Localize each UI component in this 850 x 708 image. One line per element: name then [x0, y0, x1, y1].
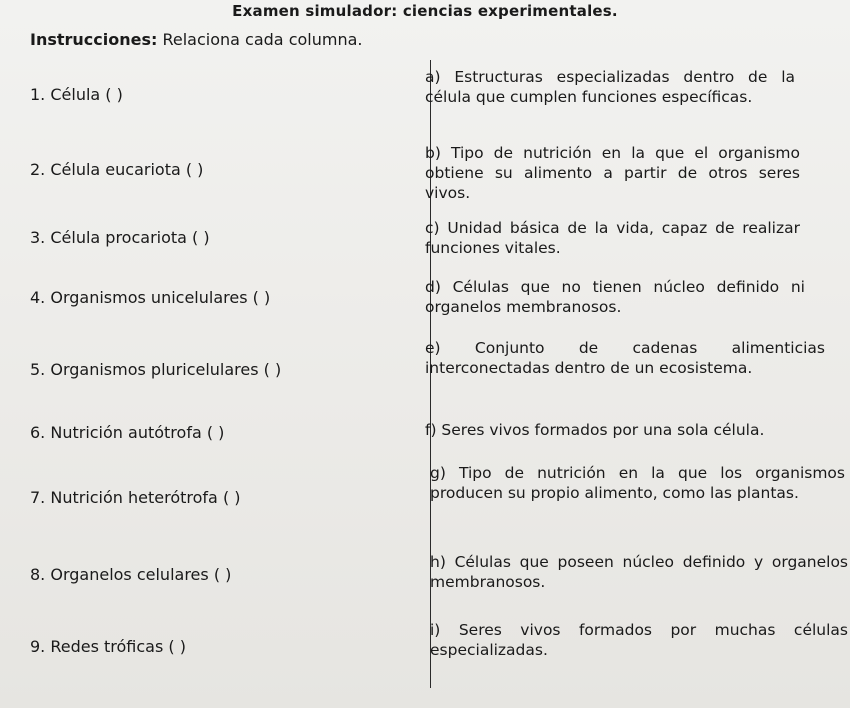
instructions-label: Instrucciones: — [30, 30, 158, 49]
left-item-8: 8. Organelos celulares ( ) — [30, 565, 232, 584]
right-item-g: g) Tipo de nutrición en la que los organismos producen su propio alimento, como las plantas. — [430, 464, 845, 502]
left-item-5: 5. Organismos pluricelulares ( ) — [30, 360, 282, 379]
left-item-9: 9. Redes tróficas ( ) — [30, 637, 186, 656]
right-item-a: a) Estructuras especializadas dentro de la célula que cumplen funciones específicas. — [425, 68, 795, 106]
exam-title: Examen simulador: ciencias experimentales. — [232, 2, 618, 20]
right-item-h: h) Células que poseen núcleo definido y organelos membranosos. — [430, 553, 848, 591]
left-item-7: 7. Nutrición heterótrofa ( ) — [30, 488, 241, 507]
right-item-c: c) Unidad básica de la vida, capaz de realizar funciones vitales. — [425, 219, 800, 257]
instructions — [30, 30, 362, 49]
right-item-b: b) Tipo de nutrición en la que el organismo obtiene su alimento a partir de otros seres vivos. — [425, 144, 800, 202]
left-item-4: 4. Organismos unicelulares ( ) — [30, 288, 271, 307]
left-item-6: 6. Nutrición autótrofa ( ) — [30, 423, 225, 442]
left-item-3: 3. Célula procariota ( ) — [30, 228, 210, 247]
right-item-d: d) Células que no tienen núcleo definido ni organelos membranosos. — [425, 278, 805, 316]
left-item-1: 1. Célula ( ) — [30, 85, 123, 104]
left-item-2: 2. Célula eucariota ( ) — [30, 160, 204, 179]
right-item-f: f) Seres vivos formados por una sola célula. — [425, 421, 765, 439]
right-item-e: e) Conjunto de cadenas alimenticias interconectadas dentro de un ecosistema. — [425, 339, 825, 377]
instructions-text: Relaciona cada columna. — [157, 30, 363, 49]
right-item-i: i) Seres vivos formados por muchas células especializadas. — [430, 621, 848, 659]
